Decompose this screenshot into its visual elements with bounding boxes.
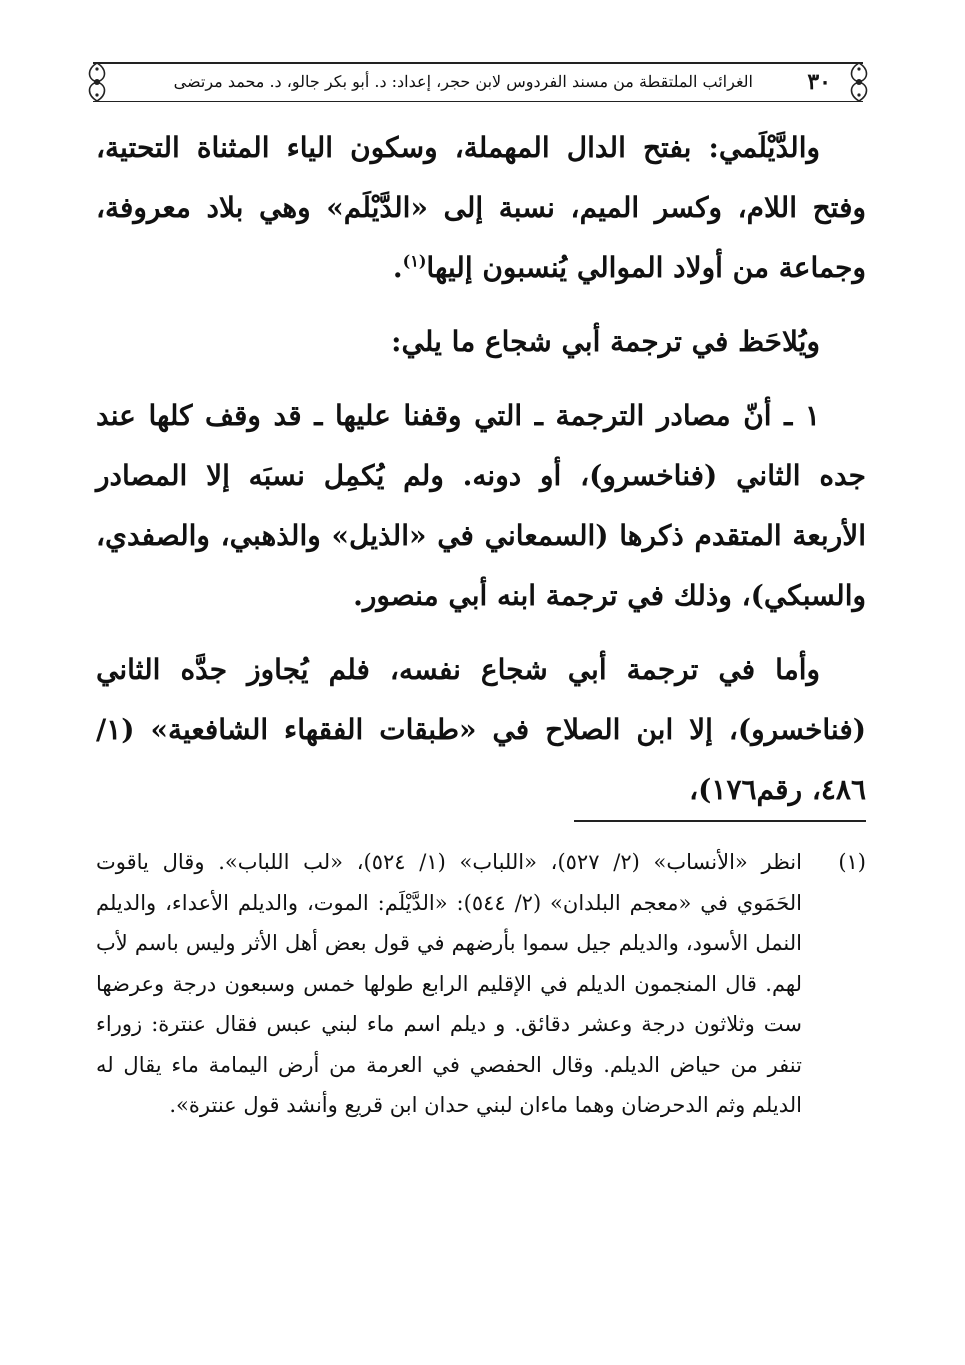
header-bottom-rule [93,101,863,103]
footnote-number: (١) [838,850,866,874]
running-title: الغرائب الملتقطة من مسند الفردوس لابن حجر، إعداد: د. أبو بكر جالو، د. محمد مرتضى [173,72,753,91]
main-text [96,118,866,820]
header-ornament-left-icon [79,60,115,104]
header-ornament-right-icon [841,60,877,104]
paragraph-abu-shuja: وأما في ترجمة أبي شجاع نفسه، فلم يُجاوز جدَّه الثاني (فناخسرو)، إلا ابن الصلاح في «طبقات الفقهاء الشافعية» (١/ ٤٨٦، رقم١٧٦)، [96,653,866,806]
paragraph-dailami [96,118,866,298]
paragraph-observations: ويُلاحَظ في ترجمة أبي شجاع ما يلي: [391,325,820,358]
header-top-rule [93,62,863,64]
paragraph-point-one: ١ ـ أنّ مصادر الترجمة ـ التي وقفنا عليها ـ قد وقف كلها عند جده الثاني (فناخسرو)، أو دونه. ولم يُكمِل نسبَه إلا المصادر الأربعة المتقدم ذكرها (السمعاني في «الذيل» والذهبي، والصفدي، والسبكي)، وذلك في ترجمة ابنه أبي منصور. [96,399,866,612]
footnote-text: انظر «الأنساب» (٢/ ٥٢٧)، «اللباب» (١/ ٥٢٤)، «لب اللباب». وقال ياقوت الحَمَوي في «معجم البلدان» (٢/ ٥٤٤): «الدَّيْلَم: الموت، والديلم الأعداء، والديلم النمل الأسود، والديلم جيل سموا بأرضهم في قول بعض أهل الأثر وليس باسم لأب لهم. قال المنجمون الديلم في الإقليم الرابع طولها خمس وسبعون درجة وعرضها ست وثلاثون درجة وعشر دقائق. و ديلم اسم ماء لبني عبس فقال عنترة: زوراء تنفر من حياض الديلم. وقال الحفصي في العرمة من أرض اليمامة ماء يقال له الديلم وثم الدحرضان وهما ماءان لبني حدان ابن قريع وأنشد قول عنترة». [96,850,802,1117]
footnote-reference: (١) [402,251,427,271]
page-header [93,62,863,102]
footnote-separator [574,820,866,822]
page-number: ٣٠ [807,69,831,95]
paragraph-dailami-end: . [392,251,403,284]
paragraph-dailami-text: والدَّيْلَمي: بفتح الدال المهملة، وسكون الياء المثناة التحتية، وفتح اللام، وكسر الميم، نسبة إلى «الدَّيْلَم» وهي بلاد معروفة، وجماعة من أولاد الموالي يُنسبون إليها [96,131,866,284]
footnote [96,842,866,1126]
